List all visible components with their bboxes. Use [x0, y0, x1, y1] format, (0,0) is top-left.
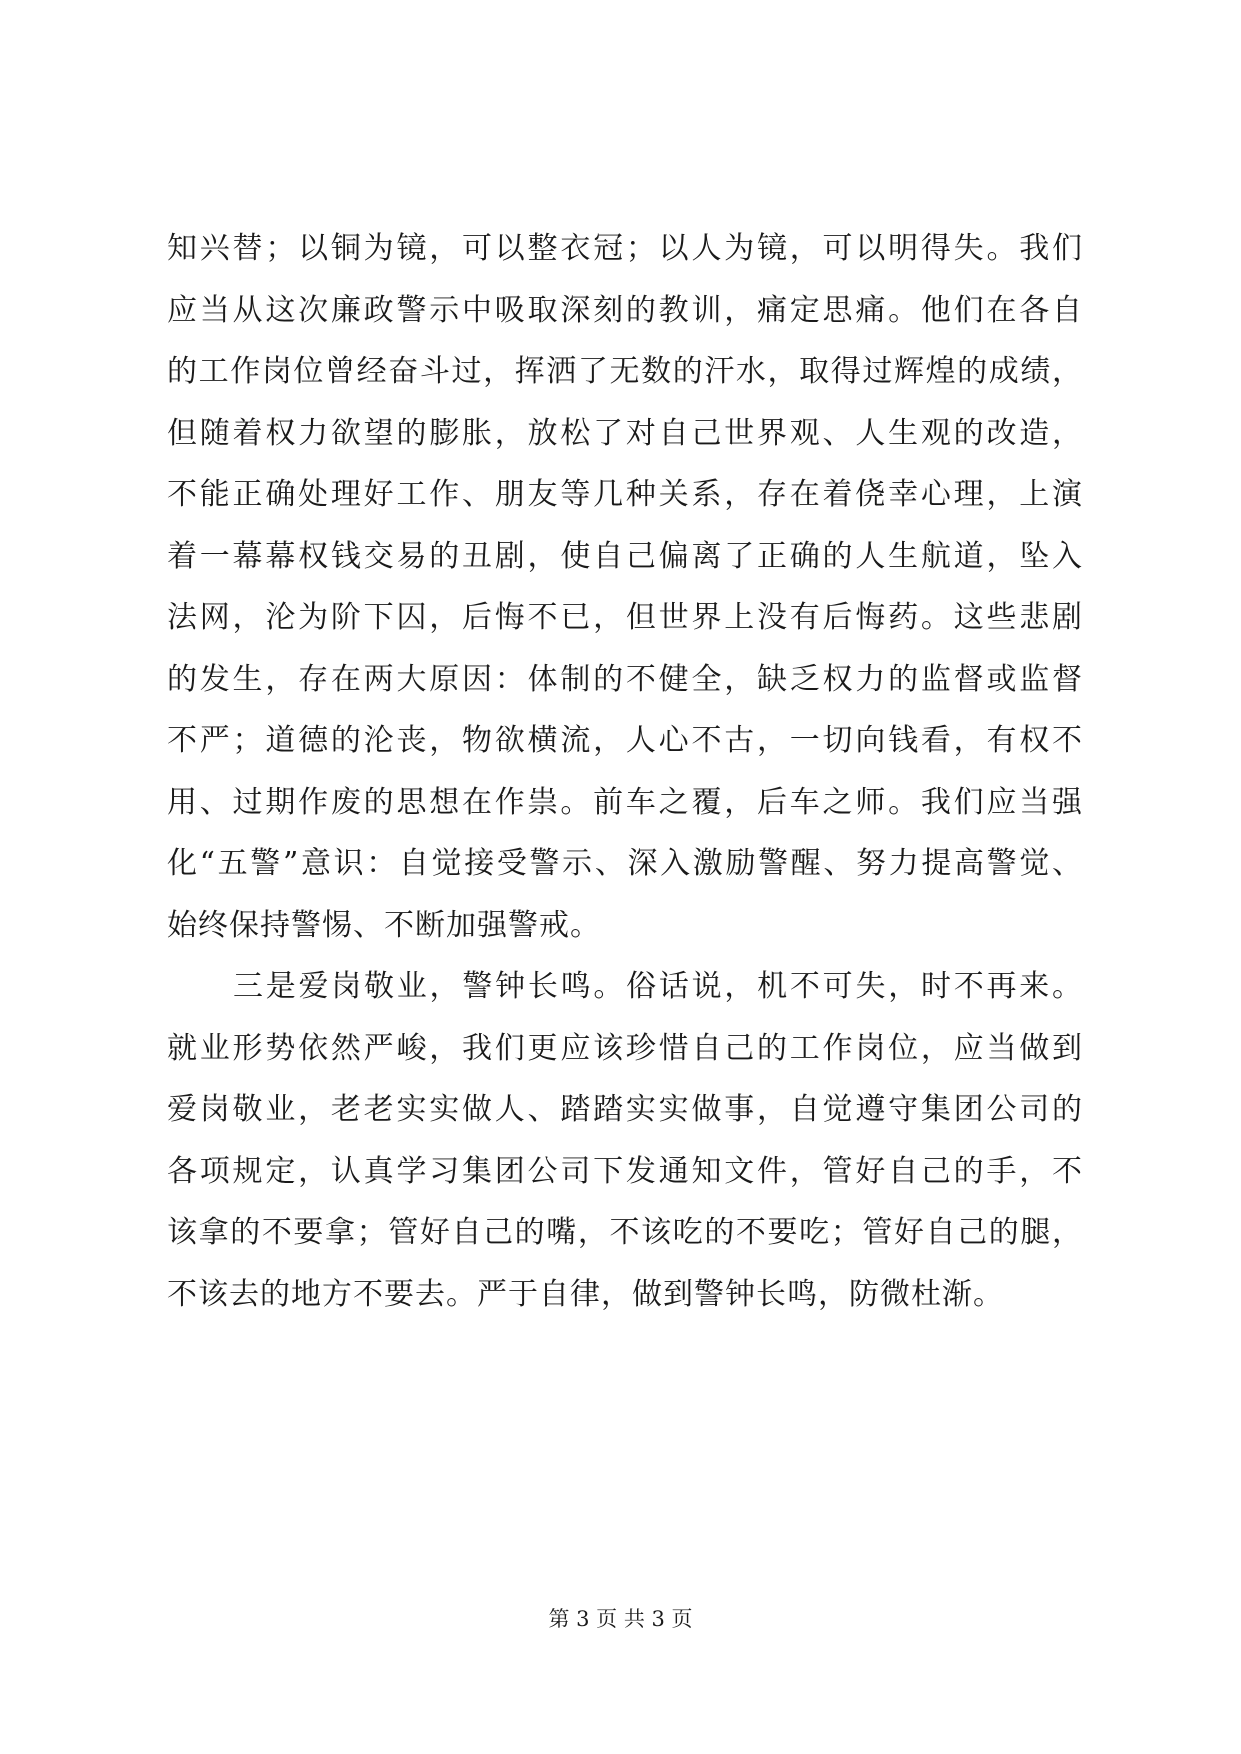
paragraph-line: 爱岗敬业，老老实实做人、踏踏实实做事，自觉遵守集团公司的	[167, 1092, 1083, 1127]
paragraph-line: 不严；道德的沦丧，物欲横流，人心不古，一切向钱看，有权不	[167, 723, 1083, 758]
paragraph-line: 但随着权力欲望的膨胀，放松了对自己世界观、人生观的改造，	[167, 415, 1083, 451]
paragraph-line: 三是爱岗敬业，警钟长鸣。俗话说，机不可失，时不再来。	[233, 969, 1083, 1004]
paragraph-line: 应当从这次廉政警示中吸取深刻的教训，痛定思痛。他们在各自	[167, 292, 1083, 328]
paragraph-line: 不能正确处理好工作、朋友等几种关系，存在着侥幸心理，上演	[167, 477, 1083, 512]
paragraph-line: 各项规定，认真学习集团公司下发通知文件，管好自己的手，不	[167, 1153, 1083, 1189]
paragraph-line: 着一幕幕权钱交易的丑剧，使自己偏离了正确的人生航道，坠入	[167, 538, 1083, 574]
paragraph-line: 始终保持警惕、不断加强警戒。	[167, 907, 601, 943]
paragraph-line: 用、过期作废的思想在作祟。前车之覆，后车之师。我们应当强	[167, 784, 1083, 820]
paragraph-line: 该拿的不要拿；管好自己的嘴，不该吃的不要吃；管好自己的腿，	[167, 1215, 1083, 1250]
paragraph-line: 化“五警”意识：自觉接受警示、深入激励警醒、努力提高警觉、	[167, 846, 1083, 881]
paragraph-line: 的发生，存在两大原因：体制的不健全，缺乏权力的监督或监督	[167, 661, 1083, 697]
paragraph-line: 法网，沦为阶下囚，后悔不已，但世界上没有后悔药。这些悲剧	[167, 600, 1083, 635]
paragraph-line: 不该去的地方不要去。严于自律，做到警钟长鸣，防微杜渐。	[167, 1276, 1004, 1312]
body-text	[167, 218, 1083, 1325]
page-footer: 第 3 页 共 3 页	[548, 1607, 693, 1631]
paragraph-line: 的工作岗位曾经奋斗过，挥洒了无数的汗水，取得过辉煌的成绩，	[167, 354, 1083, 389]
paragraph-line: 就业形势依然严峻，我们更应该珍惜自己的工作岗位，应当做到	[167, 1030, 1083, 1066]
paragraph-line: 知兴替；以铜为镜，可以整衣冠；以人为镜，可以明得失。我们	[167, 231, 1083, 266]
